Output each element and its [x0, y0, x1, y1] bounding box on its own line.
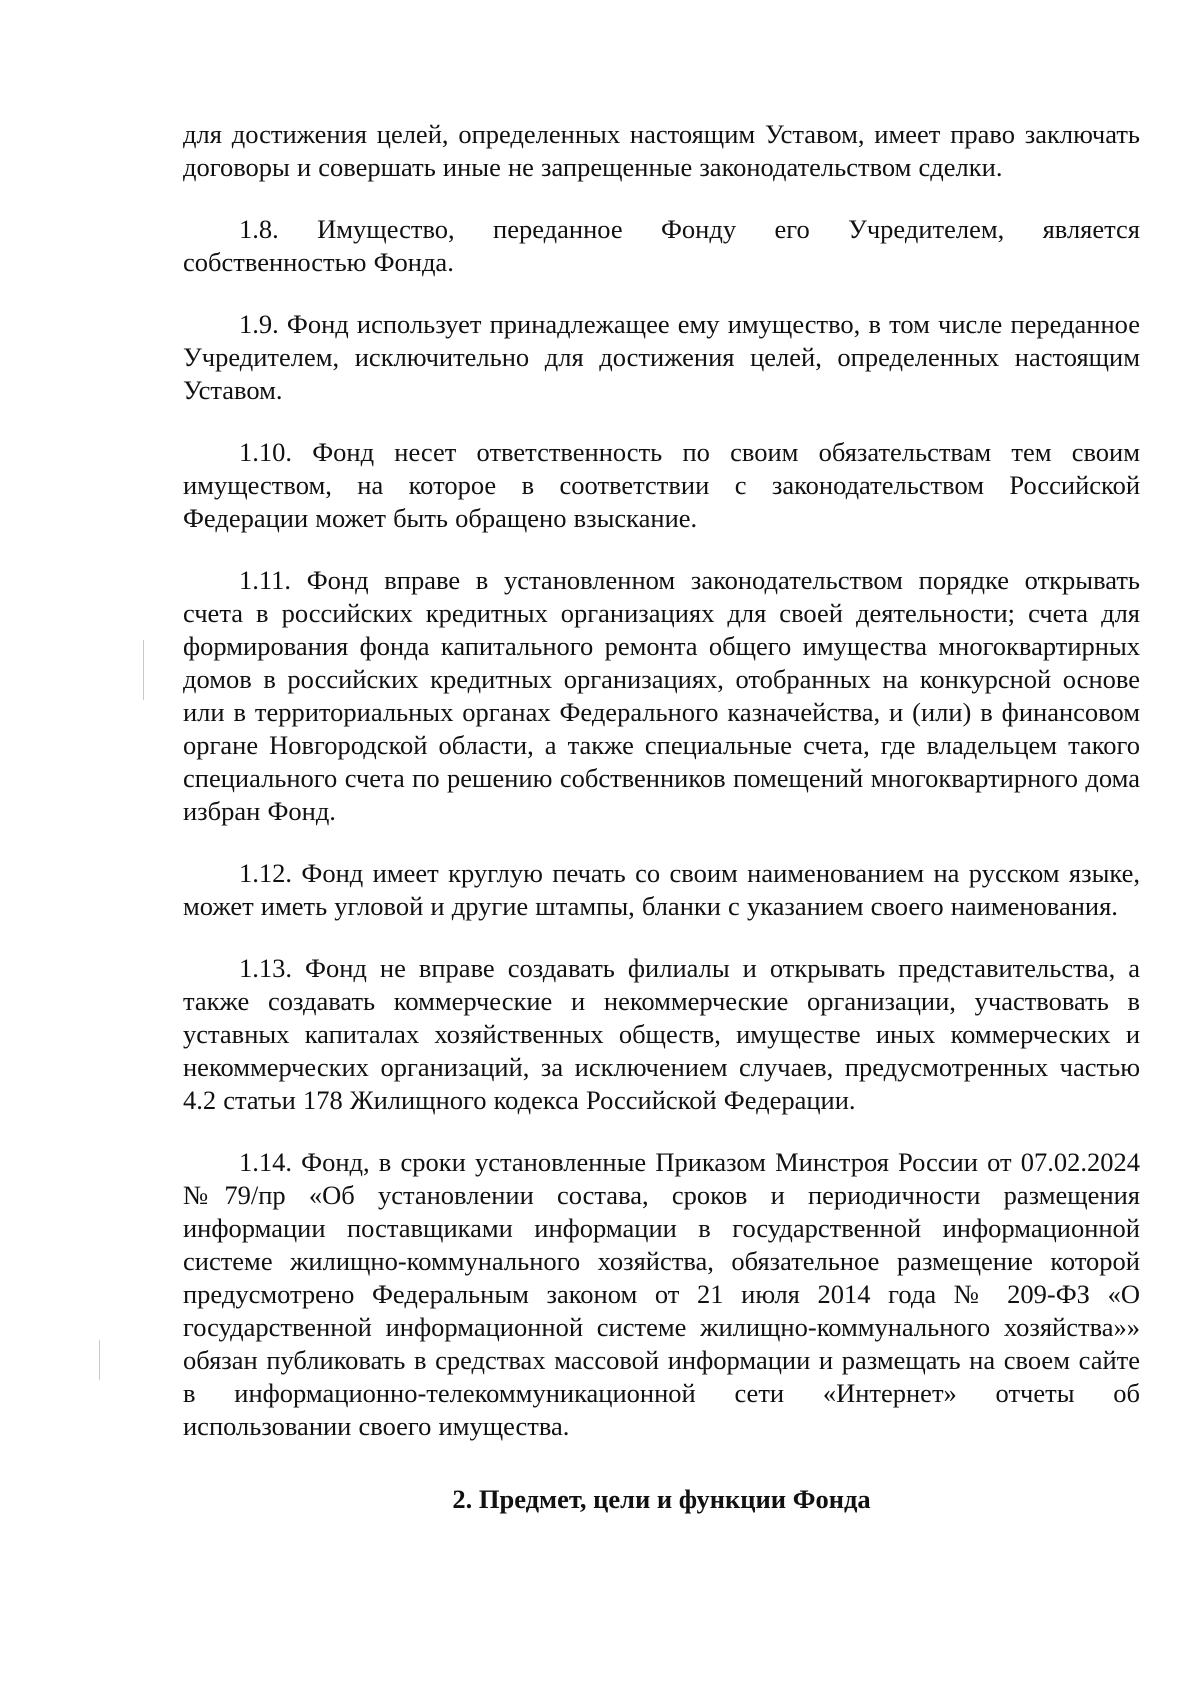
- paragraph-1-8: 1.8. Имущество, переданное Фонду его Учредителем, является собственностью Фонда.: [183, 214, 1140, 277]
- section-heading: 2. Предмет, цели и функции Фонда: [452, 1484, 871, 1514]
- paragraph-1-12: 1.12. Фонд имеет круглую печать со своим наименованием на русском языке, может иметь угловой и другие штампы, бланки с указанием своего наименования.: [183, 858, 1140, 921]
- paragraph-1-9: 1.9. Фонд использует принадлежащее ему имущество, в том числе переданное Учредителем, исключительно для достижения целей, определенных настоящим Уставом.: [183, 309, 1140, 405]
- document-body: [183, 118, 1140, 1516]
- scan-artifact-line: [143, 640, 144, 700]
- paragraph-1-7-continuation: для достижения целей, определенных настоящим Уставом, имеет право заключать договоры и совершать иные не запрещенные законодательством сделки.: [183, 119, 1140, 182]
- paragraph-1-13: 1.13. Фонд не вправе создавать филиалы и открывать представительства, а также создавать коммерческие и некоммерческие организации, участвовать в уставных капиталах хозяйственных обществ, имуществе иных коммерческих и некоммерческих организаций, за исключением случаев, предусмотренных частью 4.2 статьи 178 Жилищного кодекса Российской Федерации.: [183, 953, 1140, 1115]
- paragraph-1-10: 1.10. Фонд несет ответственность по своим обязательствам тем своим имуществом, на которое в соответствии с законодательством Российской Федерации может быть обращено взыскание.: [183, 437, 1140, 533]
- scan-artifact-line: [99, 1340, 100, 1380]
- paragraph-1-14: 1.14. Фонд, в сроки установленные Приказом Минстроя России от 07.02.2024 №79/пр «Об установлении состава, сроков и периодичности размещения информации поставщиками информации в государственной информационной системе жилищно-коммунального хозяйства, обязательное размещение которой предусмотрено Федеральным законом от 21 июля 2014 года № 209-ФЗ «О государственной информационной системе жилищно-коммунального хозяйства»» обязан публиковать в средствах массовой информации и размещать на своем сайте в информационно-телекоммуникационной сети «Интернет» отчеты об использовании своего имущества.: [183, 1147, 1140, 1441]
- paragraph-1-11: 1.11. Фонд вправе в установленном законодательством порядке открывать счета в российских кредитных организациях для своей деятельности; счета для формирования фонда капитального ремонта общего имущества многоквартирных домов в российских кредитных организациях, отобранных на конкурсной основе или в территориальных органах Федерального казначейства, и (или) в финансовом органе Новгородской области, а также специальные счета, где владельцем такого специального счета по решению собственников помещений многоквартирного дома избран Фонд.: [183, 565, 1140, 826]
